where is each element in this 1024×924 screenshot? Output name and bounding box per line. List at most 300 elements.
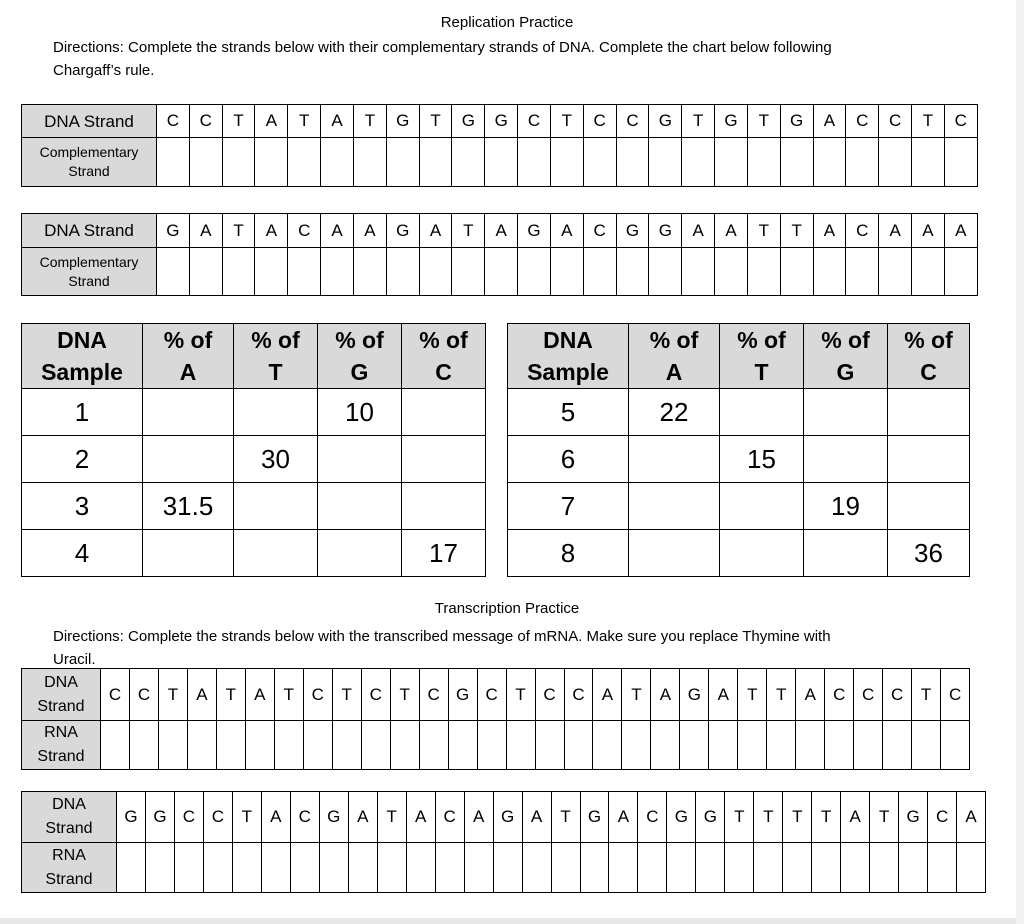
rna-base-input[interactable]: [448, 721, 477, 770]
chargaff-row: [22, 389, 970, 436]
complementary-base-input[interactable]: [747, 138, 780, 187]
transcription-directions-line1: Directions: Complete the strands below with the transcribed message of mRNA. Make sure you replace Thymine with: [53, 628, 831, 645]
complementary-base-input[interactable]: [583, 248, 616, 296]
rna-base-input[interactable]: [767, 721, 796, 770]
percent-a-cell[interactable]: [143, 530, 234, 577]
replication-strand-table-1: [21, 104, 978, 187]
complementary-base-input[interactable]: [616, 138, 649, 187]
dna-base-cell: G: [680, 669, 709, 721]
sample-number-cell: 4: [22, 530, 143, 577]
dna-base-cell: A: [353, 214, 386, 248]
percent-c-cell[interactable]: [888, 483, 970, 530]
sample-number-cell: 8: [508, 530, 629, 577]
dna-base-cell: C: [174, 792, 203, 843]
complementary-base-input[interactable]: [222, 138, 255, 187]
dna-base-cell: C: [883, 669, 912, 721]
percent-g-header: [804, 324, 888, 389]
dna-base-cell: T: [452, 214, 485, 248]
header-line2: G: [350, 359, 369, 385]
rna-base-input[interactable]: [348, 843, 377, 893]
percent-a-cell[interactable]: [629, 436, 720, 483]
rna-base-input[interactable]: [709, 721, 738, 770]
complementary-strand-row: [22, 138, 978, 187]
complementary-base-input[interactable]: [157, 248, 190, 296]
dna-label-line1: DNA: [44, 673, 78, 691]
dna-base-cell: C: [129, 669, 158, 721]
replication-directions: [53, 36, 1003, 82]
complementary-base-input[interactable]: [189, 138, 222, 187]
complementary-base-input[interactable]: [419, 248, 452, 296]
dna-base-cell: T: [419, 105, 452, 138]
complementary-base-input[interactable]: [649, 248, 682, 296]
header-line2: A: [179, 359, 197, 385]
percent-c-cell[interactable]: [888, 389, 970, 436]
replication-title: Replication Practice: [440, 14, 574, 31]
rna-strand-row: [22, 721, 970, 770]
header-line1: % of: [649, 327, 699, 353]
complementary-base-input[interactable]: [944, 138, 977, 187]
chargaff-row: [22, 483, 970, 530]
rna-base-input[interactable]: [580, 843, 609, 893]
complementary-base-input[interactable]: [846, 248, 879, 296]
complementary-base-input[interactable]: [846, 138, 879, 187]
dna-base-cell: A: [522, 792, 551, 843]
complementary-base-input[interactable]: [813, 138, 846, 187]
rna-base-input[interactable]: [754, 843, 783, 893]
rna-base-input[interactable]: [506, 721, 535, 770]
rna-base-input[interactable]: [261, 843, 290, 893]
rna-base-input[interactable]: [622, 721, 651, 770]
dna-base-cell: T: [158, 669, 187, 721]
table-gap: [486, 436, 508, 483]
complementary-base-input[interactable]: [879, 248, 912, 296]
dna-base-cell: C: [846, 105, 879, 138]
rna-base-input[interactable]: [203, 843, 232, 893]
complementary-base-input[interactable]: [485, 248, 518, 296]
rna-base-input[interactable]: [564, 721, 593, 770]
dna-base-cell: T: [912, 105, 945, 138]
header-line2: Sample: [527, 359, 609, 385]
rna-base-input[interactable]: [117, 843, 146, 893]
rna-base-input[interactable]: [290, 843, 319, 893]
rna-base-input[interactable]: [174, 843, 203, 893]
dna-base-cell: G: [580, 792, 609, 843]
rna-base-input[interactable]: [928, 843, 957, 893]
transcription-title: Transcription Practice: [434, 600, 580, 617]
dna-base-cell: G: [485, 105, 518, 138]
complementary-base-input[interactable]: [649, 138, 682, 187]
dna-strand-label: [22, 669, 101, 721]
header-line2: A: [665, 359, 683, 385]
page-right-edge: [1016, 0, 1024, 924]
dna-base-cell: C: [101, 669, 130, 721]
rna-label-line2: Strand: [45, 870, 93, 888]
percent-c-cell[interactable]: [888, 436, 970, 483]
complementary-base-input[interactable]: [780, 138, 813, 187]
rna-base-input[interactable]: [783, 843, 812, 893]
dna-base-cell: A: [593, 669, 622, 721]
complementary-base-input[interactable]: [780, 248, 813, 296]
rna-base-input[interactable]: [899, 843, 928, 893]
complementary-base-input[interactable]: [912, 248, 945, 296]
dna-base-cell: C: [583, 214, 616, 248]
percent-t-cell: 15: [720, 436, 804, 483]
rna-base-input[interactable]: [464, 843, 493, 893]
dna-base-cell: A: [912, 214, 945, 248]
header-line1: % of: [251, 327, 300, 353]
percent-t-cell[interactable]: [720, 530, 804, 577]
percent-t-cell[interactable]: [234, 389, 318, 436]
header-line1: % of: [821, 327, 870, 353]
dna-base-cell: C: [419, 669, 448, 721]
percent-a-cell[interactable]: [629, 530, 720, 577]
rna-base-input[interactable]: [551, 843, 580, 893]
percent-t-header: [720, 324, 804, 389]
header-line2: G: [836, 359, 855, 385]
rna-base-input[interactable]: [825, 721, 854, 770]
dna-base-cell: A: [550, 214, 583, 248]
dna-base-cell: T: [682, 105, 715, 138]
dna-base-cell: A: [187, 669, 216, 721]
dna-base-cell: C: [564, 669, 593, 721]
percent-t-cell[interactable]: [234, 530, 318, 577]
dna-base-cell: T: [551, 792, 580, 843]
rna-base-input[interactable]: [303, 721, 332, 770]
rna-base-input[interactable]: [812, 843, 841, 893]
complementary-base-input[interactable]: [715, 138, 748, 187]
dna-base-cell: A: [879, 214, 912, 248]
dna-base-cell: G: [696, 792, 725, 843]
dna-label-line2: Strand: [37, 697, 85, 715]
complementary-base-input[interactable]: [518, 248, 551, 296]
complementary-base-input[interactable]: [944, 248, 977, 296]
dna-base-cell: G: [649, 214, 682, 248]
rna-base-input[interactable]: [319, 843, 348, 893]
rna-base-input[interactable]: [145, 843, 174, 893]
rna-base-input[interactable]: [187, 721, 216, 770]
dna-base-cell: C: [303, 669, 332, 721]
dna-base-cell: A: [682, 214, 715, 248]
dna-base-cell: G: [452, 105, 485, 138]
complementary-base-input[interactable]: [550, 248, 583, 296]
complementary-base-input[interactable]: [485, 138, 518, 187]
dna-base-cell: C: [189, 105, 222, 138]
complementary-base-input[interactable]: [616, 248, 649, 296]
dna-base-cell: A: [189, 214, 222, 248]
rna-base-input[interactable]: [158, 721, 187, 770]
complementary-base-input[interactable]: [518, 138, 551, 187]
dna-base-cell: G: [715, 105, 748, 138]
table-gap: [486, 530, 508, 577]
rna-base-input[interactable]: [796, 721, 825, 770]
sample-number-cell: 3: [22, 483, 143, 530]
rna-base-input[interactable]: [651, 721, 680, 770]
dna-base-cell: C: [825, 669, 854, 721]
dna-base-cell: C: [846, 214, 879, 248]
dna-base-cell: A: [651, 669, 680, 721]
dna-label-line1: DNA: [52, 796, 86, 813]
dna-base-cell: T: [780, 214, 813, 248]
dna-base-cell: A: [255, 105, 288, 138]
dna-base-cell: G: [157, 214, 190, 248]
table-gap: [486, 483, 508, 530]
complementary-base-input[interactable]: [682, 248, 715, 296]
rna-base-input[interactable]: [870, 843, 899, 893]
complementary-strand-row: [22, 248, 978, 296]
complementary-base-input[interactable]: [321, 138, 354, 187]
transcription-strand-table-2: [21, 791, 986, 893]
percent-g-cell: 19: [804, 483, 888, 530]
rna-base-input[interactable]: [129, 721, 158, 770]
complementary-strand-label: [22, 138, 157, 187]
dna-base-cell: C: [518, 105, 551, 138]
header-line1: % of: [335, 327, 384, 353]
transcription-directions-line2: Uracil.: [53, 651, 96, 668]
rna-base-input[interactable]: [101, 721, 130, 770]
complementary-base-input[interactable]: [813, 248, 846, 296]
complementary-label-line1: Complementary: [39, 144, 139, 160]
complementary-base-input[interactable]: [715, 248, 748, 296]
dna-base-cell: T: [506, 669, 535, 721]
complementary-base-input[interactable]: [452, 248, 485, 296]
sample-number-cell: 2: [22, 436, 143, 483]
rna-label-line1: RNA: [52, 846, 86, 864]
dna-base-cell: T: [783, 792, 812, 843]
dna-base-cell: T: [390, 669, 419, 721]
header-line2: T: [268, 359, 283, 385]
complementary-base-input[interactable]: [255, 248, 288, 296]
rna-base-input[interactable]: [638, 843, 667, 893]
dna-base-cell: T: [274, 669, 303, 721]
complementary-base-input[interactable]: [386, 138, 419, 187]
chargaff-row: [22, 436, 970, 483]
dna-base-cell: C: [928, 792, 957, 843]
percent-g-cell[interactable]: [804, 530, 888, 577]
replication-directions-line1: Directions: Complete the strands below with their complementary strands of DNA. Complete the chart below following: [53, 39, 832, 56]
complementary-base-input[interactable]: [386, 248, 419, 296]
dna-base-cell: A: [261, 792, 290, 843]
dna-sample-header: [22, 324, 143, 389]
replication-strand-table-2: [21, 213, 978, 296]
header-line1: % of: [163, 327, 213, 353]
dna-base-cell: C: [941, 669, 970, 721]
rna-base-input[interactable]: [522, 843, 551, 893]
dna-strand-row: [22, 105, 978, 138]
dna-base-cell: A: [485, 214, 518, 248]
rna-base-input[interactable]: [609, 843, 638, 893]
dna-base-cell: C: [361, 669, 390, 721]
complementary-base-input[interactable]: [353, 248, 386, 296]
dna-strand-row: [22, 792, 986, 843]
header-line1: % of: [419, 327, 468, 353]
percent-g-cell[interactable]: [804, 436, 888, 483]
rna-base-input[interactable]: [941, 721, 970, 770]
dna-base-cell: A: [796, 669, 825, 721]
header-line2: Sample: [41, 359, 123, 385]
complementary-base-input[interactable]: [682, 138, 715, 187]
dna-base-cell: G: [386, 105, 419, 138]
header-line2: C: [435, 359, 452, 385]
dna-base-cell: A: [245, 669, 274, 721]
percent-g-cell[interactable]: [318, 530, 402, 577]
sample-number-cell: 7: [508, 483, 629, 530]
rna-base-input[interactable]: [535, 721, 564, 770]
complementary-base-input[interactable]: [222, 248, 255, 296]
percent-a-cell[interactable]: [143, 389, 234, 436]
dna-base-cell: C: [203, 792, 232, 843]
percent-a-cell[interactable]: [143, 436, 234, 483]
complementary-base-input[interactable]: [912, 138, 945, 187]
complementary-base-input[interactable]: [255, 138, 288, 187]
dna-strand-label: [22, 792, 117, 843]
complementary-strand-label: [22, 248, 157, 296]
rna-strand-label: [22, 721, 101, 770]
dna-strand-label: DNA Strand: [22, 214, 157, 248]
percent-c-header: [402, 324, 486, 389]
dna-base-cell: T: [222, 105, 255, 138]
dna-base-cell: C: [290, 792, 319, 843]
rna-base-input[interactable]: [406, 843, 435, 893]
percent-g-header: [318, 324, 402, 389]
rna-base-input[interactable]: [245, 721, 274, 770]
dna-base-cell: T: [812, 792, 841, 843]
dna-base-cell: T: [353, 105, 386, 138]
dna-base-cell: G: [518, 214, 551, 248]
rna-base-input[interactable]: [738, 721, 767, 770]
dna-base-cell: C: [944, 105, 977, 138]
dna-base-cell: T: [747, 105, 780, 138]
rna-base-input[interactable]: [912, 721, 941, 770]
dna-base-cell: G: [493, 792, 522, 843]
rna-base-input[interactable]: [216, 721, 245, 770]
page-bottom-edge: [0, 918, 1024, 924]
table-gap: [486, 389, 508, 436]
percent-t-cell[interactable]: [720, 389, 804, 436]
table-gap: [486, 324, 508, 389]
rna-base-input[interactable]: [957, 843, 986, 893]
header-line1: % of: [737, 327, 786, 353]
percent-t-cell[interactable]: [720, 483, 804, 530]
complementary-label-line1: Complementary: [39, 253, 139, 270]
header-line2: T: [754, 359, 769, 385]
complementary-base-input[interactable]: [419, 138, 452, 187]
percent-c-header: [888, 324, 970, 389]
complementary-base-input[interactable]: [550, 138, 583, 187]
dna-base-cell: A: [709, 669, 738, 721]
dna-base-cell: T: [912, 669, 941, 721]
complementary-base-input[interactable]: [879, 138, 912, 187]
rna-base-input[interactable]: [435, 843, 464, 893]
percent-g-cell[interactable]: [318, 483, 402, 530]
rna-base-input[interactable]: [593, 721, 622, 770]
complementary-base-input[interactable]: [288, 248, 321, 296]
percent-a-cell: 22: [629, 389, 720, 436]
dna-base-cell: C: [616, 105, 649, 138]
chargaff-table: [21, 323, 970, 577]
header-line2: C: [920, 359, 937, 385]
complementary-label-line2: Strand: [68, 163, 110, 179]
dna-base-cell: T: [232, 792, 261, 843]
sample-number-cell: 6: [508, 436, 629, 483]
complementary-base-input[interactable]: [288, 138, 321, 187]
percent-t-cell[interactable]: [234, 483, 318, 530]
dna-base-cell: A: [321, 105, 354, 138]
dna-base-cell: C: [879, 105, 912, 138]
dna-strand-row: [22, 669, 970, 721]
chargaff-row: [22, 530, 970, 577]
dna-base-cell: C: [854, 669, 883, 721]
rna-base-input[interactable]: [377, 843, 406, 893]
dna-base-cell: T: [738, 669, 767, 721]
rna-base-input[interactable]: [477, 721, 506, 770]
percent-a-header: [143, 324, 234, 389]
dna-base-cell: C: [535, 669, 564, 721]
rna-base-input[interactable]: [390, 721, 419, 770]
percent-g-cell[interactable]: [804, 389, 888, 436]
dna-base-cell: A: [255, 214, 288, 248]
dna-base-cell: C: [477, 669, 506, 721]
rna-base-input[interactable]: [361, 721, 390, 770]
rna-base-input[interactable]: [274, 721, 303, 770]
dna-base-cell: G: [780, 105, 813, 138]
dna-base-cell: A: [609, 792, 638, 843]
rna-base-input[interactable]: [841, 843, 870, 893]
complementary-base-input[interactable]: [157, 138, 190, 187]
percent-c-cell[interactable]: [402, 389, 486, 436]
percent-a-cell[interactable]: [629, 483, 720, 530]
dna-base-cell: G: [649, 105, 682, 138]
rna-strand-row: [22, 843, 986, 893]
rna-base-input[interactable]: [680, 721, 709, 770]
rna-base-input[interactable]: [883, 721, 912, 770]
complementary-base-input[interactable]: [189, 248, 222, 296]
dna-base-cell: A: [957, 792, 986, 843]
complementary-base-input[interactable]: [353, 138, 386, 187]
percent-c-cell[interactable]: [402, 436, 486, 483]
dna-base-cell: T: [216, 669, 245, 721]
rna-base-input[interactable]: [419, 721, 448, 770]
percent-g-cell[interactable]: [318, 436, 402, 483]
dna-base-cell: T: [622, 669, 651, 721]
dna-strand-label: DNA Strand: [22, 105, 157, 138]
rna-base-input[interactable]: [232, 843, 261, 893]
percent-c-cell[interactable]: [402, 483, 486, 530]
sample-number-cell: 5: [508, 389, 629, 436]
rna-base-input[interactable]: [667, 843, 696, 893]
rna-base-input[interactable]: [854, 721, 883, 770]
transcription-directions: [53, 625, 1003, 671]
complementary-base-input[interactable]: [452, 138, 485, 187]
dna-base-cell: T: [550, 105, 583, 138]
dna-sample-header: [508, 324, 629, 389]
dna-base-cell: G: [616, 214, 649, 248]
dna-base-cell: T: [747, 214, 780, 248]
dna-base-cell: T: [870, 792, 899, 843]
rna-base-input[interactable]: [725, 843, 754, 893]
transcription-strand-table-1: [21, 668, 970, 770]
rna-base-input[interactable]: [493, 843, 522, 893]
complementary-base-input[interactable]: [321, 248, 354, 296]
complementary-base-input[interactable]: [583, 138, 616, 187]
percent-t-cell: 30: [234, 436, 318, 483]
dna-base-cell: G: [386, 214, 419, 248]
dna-base-cell: G: [117, 792, 146, 843]
rna-base-input[interactable]: [332, 721, 361, 770]
dna-base-cell: A: [813, 214, 846, 248]
dna-base-cell: C: [288, 214, 321, 248]
complementary-base-input[interactable]: [747, 248, 780, 296]
rna-base-input[interactable]: [696, 843, 725, 893]
